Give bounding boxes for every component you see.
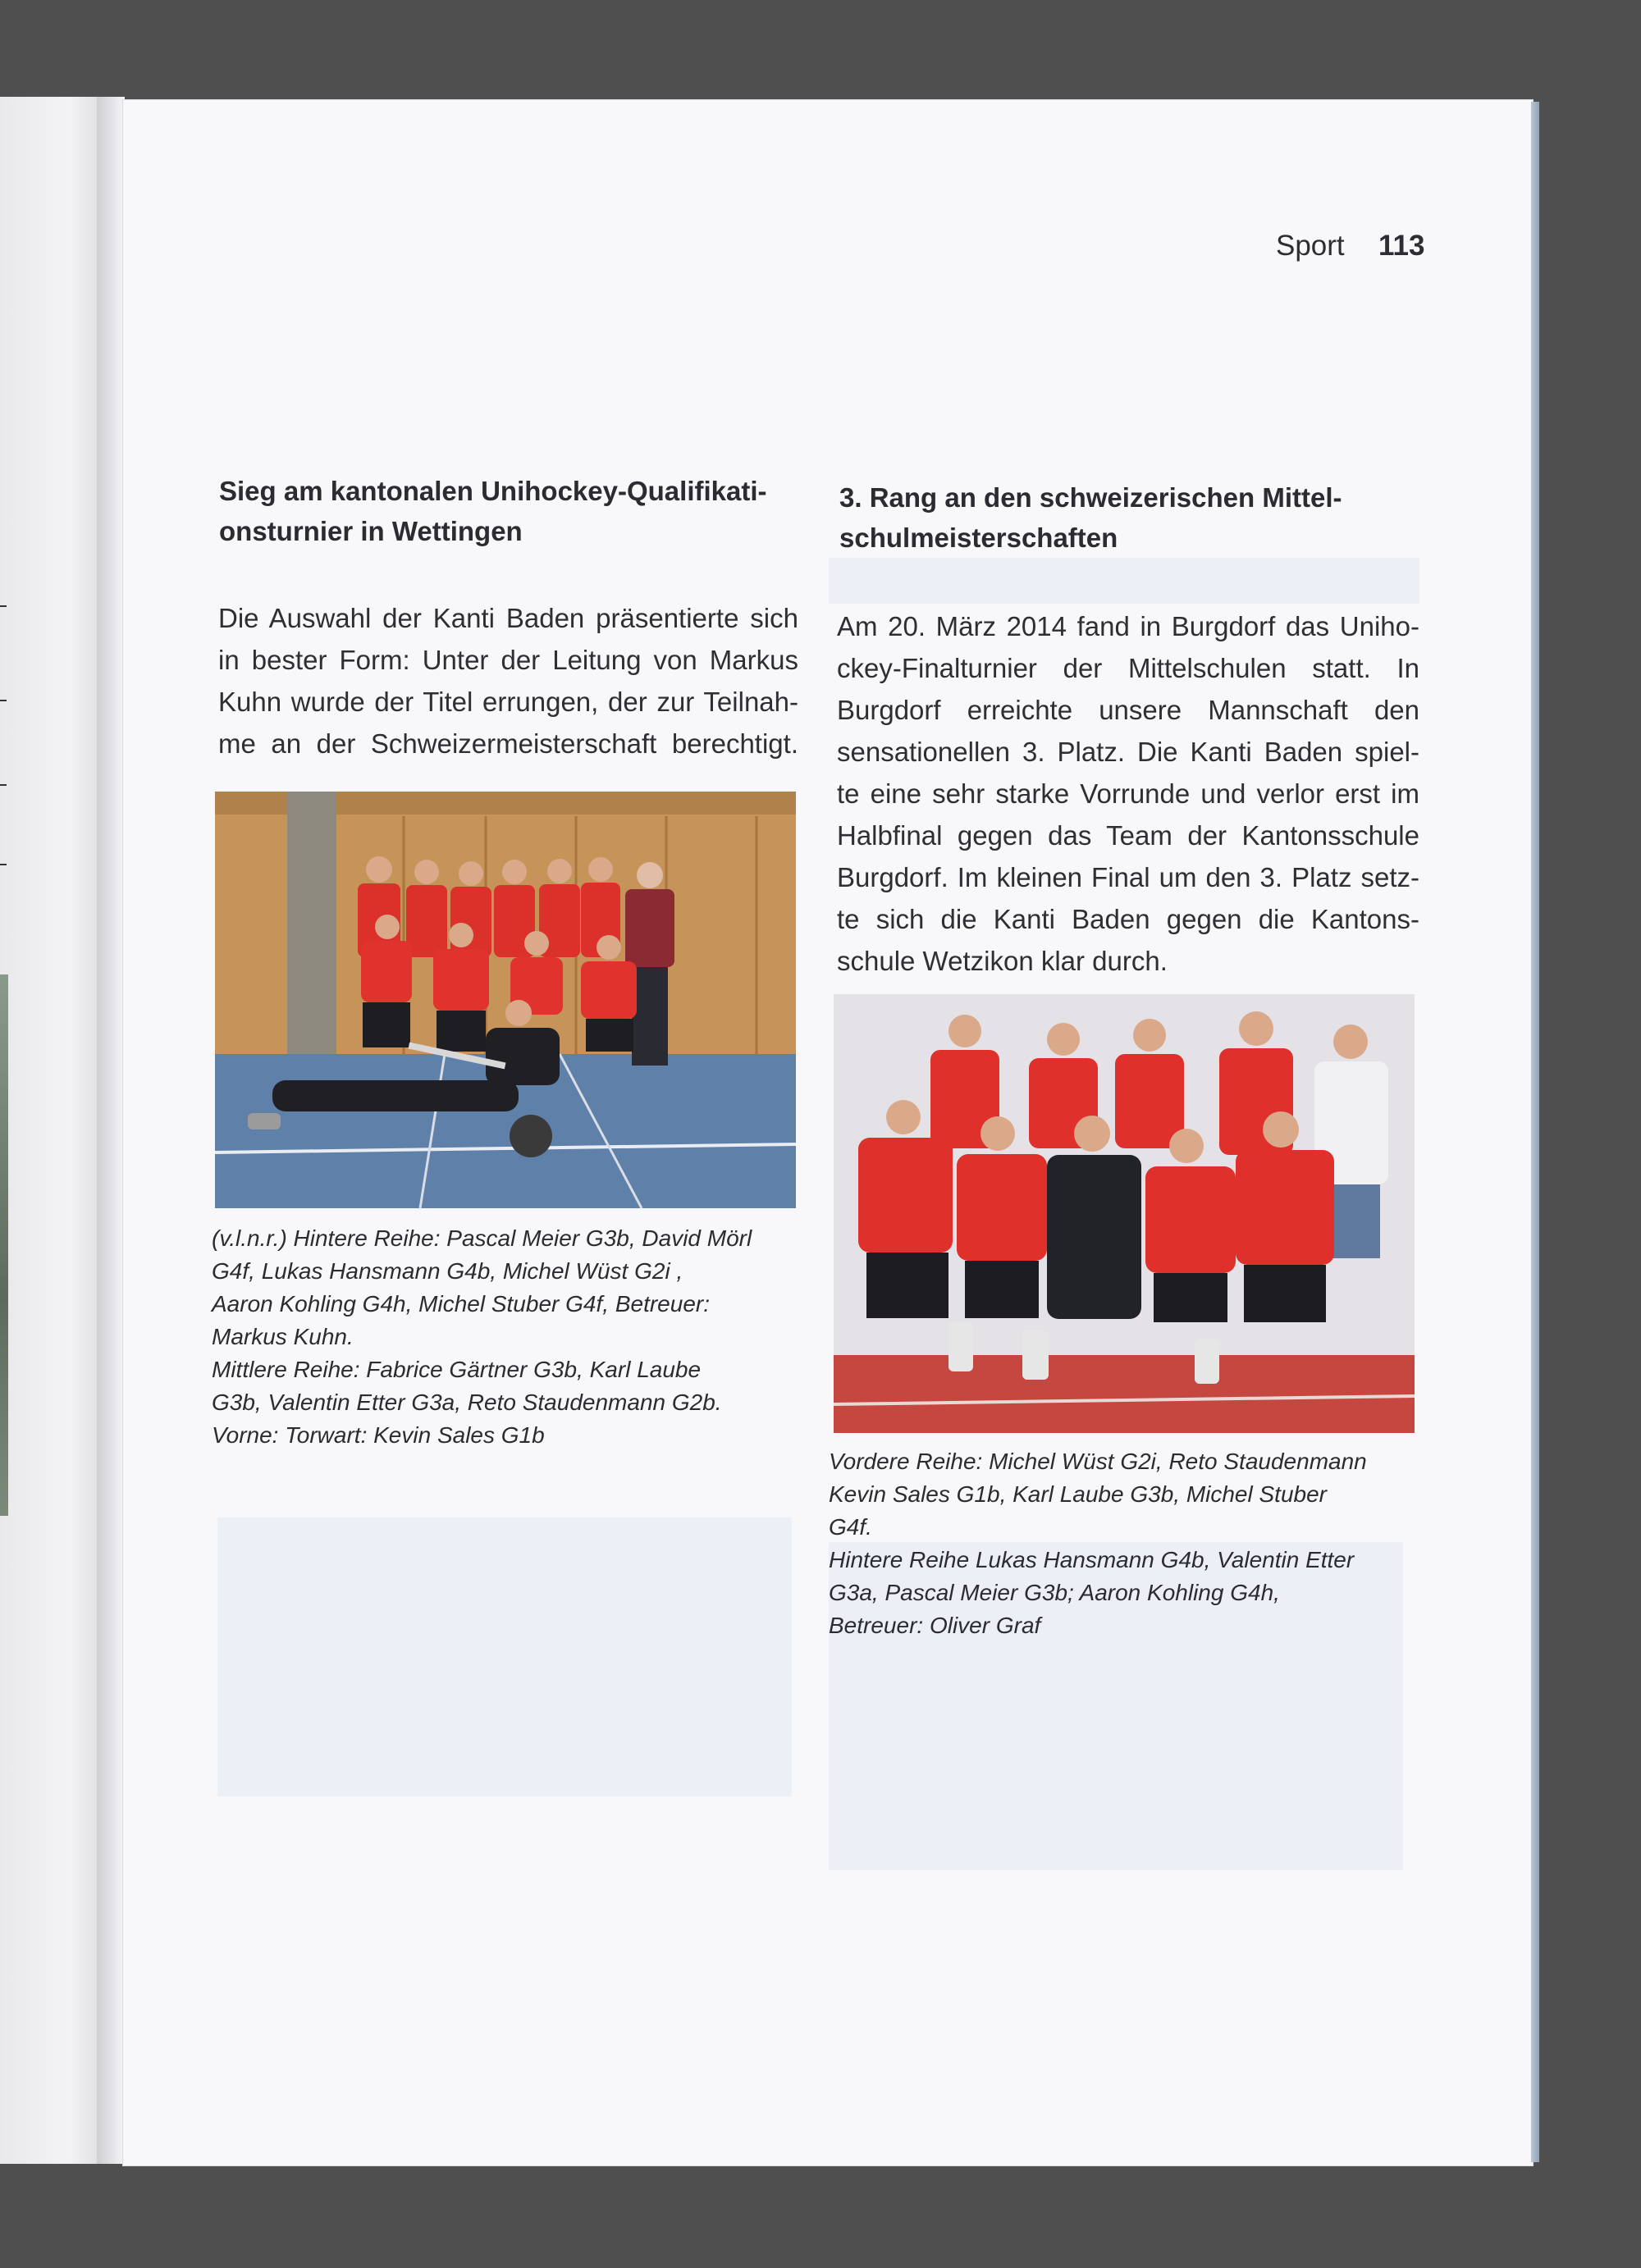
body-line: te sich die Kanti Baden gegen die Kantons- bbox=[837, 904, 1419, 934]
body-line: sensationellen 3. Platz. Die Kanti Baden spiel- bbox=[837, 737, 1419, 767]
page-edge bbox=[1531, 102, 1539, 2162]
caption-line: G3b, Valentin Etter G3a, Reto Staudenmann G2b. bbox=[212, 1390, 722, 1415]
caption-line: Mittlere Reihe: Fabrice Gärtner G3b, Karl Laube bbox=[212, 1357, 702, 1382]
caption-line: Vordere Reihe: Michel Wüst G2i, Reto Staudenmann bbox=[829, 1449, 1367, 1474]
headline-line: schulmeisterschaften bbox=[839, 523, 1118, 553]
left-headline bbox=[219, 471, 810, 551]
body-line: Burgdorf erreichte unsere Mannschaft den bbox=[837, 695, 1419, 725]
caption-line: (v.l.n.r.) Hintere Reihe: Pascal Meier G3b, David Mörl bbox=[212, 1225, 752, 1251]
body-line: Die Auswahl der Kanti Baden präsentierte sich bbox=[218, 603, 798, 633]
team-photo-icon bbox=[834, 994, 1415, 1433]
body-line: Halbfinal gegen das Team der Kantonsschule bbox=[837, 820, 1419, 851]
caption-line: G3a, Pascal Meier G3b; Aaron Kohling G4h, bbox=[829, 1580, 1280, 1605]
headline-line: onsturnier in Wettingen bbox=[219, 516, 523, 546]
dash-mark bbox=[0, 864, 7, 865]
body-line: Am 20. März 2014 fand in Burgdorf das Uniho- bbox=[837, 611, 1419, 641]
left-body-text bbox=[218, 597, 798, 764]
body-line: me an der Schweizermeisterschaft berechtigt. bbox=[218, 728, 798, 759]
body-line: in bester Form: Unter der Leitung von Markus bbox=[218, 645, 798, 675]
caption-line: G4f, Lukas Hansmann G4b, Michel Wüst G2i , bbox=[212, 1258, 683, 1284]
caption-line: Hintere Reihe Lukas Hansmann G4b, Valentin Etter bbox=[829, 1547, 1355, 1572]
caption-line: Vorne: Torwart: Kevin Sales G1b bbox=[212, 1422, 545, 1448]
team-photo-icon bbox=[215, 792, 796, 1208]
show-through bbox=[217, 1517, 792, 1796]
headline-line: 3. Rang an den schweizerischen Mittel- bbox=[839, 482, 1342, 513]
headline-line: Sieg am kantonalen Unihockey-Qualifikati- bbox=[219, 476, 767, 506]
caption-line: Kevin Sales G1b, Karl Laube G3b, Michel Stuber bbox=[829, 1481, 1328, 1507]
caption-line: Aaron Kohling G4h, Michel Stuber G4f, Betreuer: bbox=[212, 1291, 710, 1317]
left-photo-caption bbox=[212, 1222, 802, 1452]
team-photo-right bbox=[834, 994, 1415, 1433]
facing-page-photo-edge bbox=[0, 974, 8, 1516]
caption-line: Markus Kuhn. bbox=[212, 1324, 354, 1349]
right-headline bbox=[839, 477, 1430, 558]
body-line: Burgdorf. Im kleinen Final um den 3. Platz setz- bbox=[837, 862, 1419, 892]
body-line: ckey-Finalturnier der Mittelschulen statt. In bbox=[837, 653, 1419, 683]
section-title: Sport bbox=[1276, 230, 1345, 262]
dash-mark bbox=[0, 784, 7, 786]
caption-line: Betreuer: Oliver Graf bbox=[829, 1613, 1041, 1638]
show-through bbox=[829, 558, 1419, 604]
body-line: te eine sehr starke Vorrunde und verlor erst im bbox=[837, 778, 1419, 809]
right-body-text bbox=[837, 605, 1419, 982]
right-photo-caption bbox=[829, 1445, 1419, 1642]
caption-line: G4f. bbox=[829, 1514, 872, 1540]
book-gutter bbox=[97, 97, 125, 2164]
team-photo-left bbox=[215, 792, 796, 1208]
body-line: schule Wetzikon klar durch. bbox=[837, 946, 1168, 976]
dash-mark bbox=[0, 605, 7, 607]
page-number: 113 bbox=[1378, 230, 1425, 262]
dash-mark bbox=[0, 700, 7, 701]
body-line: Kuhn wurde der Titel errungen, der zur Teilnah- bbox=[218, 687, 798, 717]
